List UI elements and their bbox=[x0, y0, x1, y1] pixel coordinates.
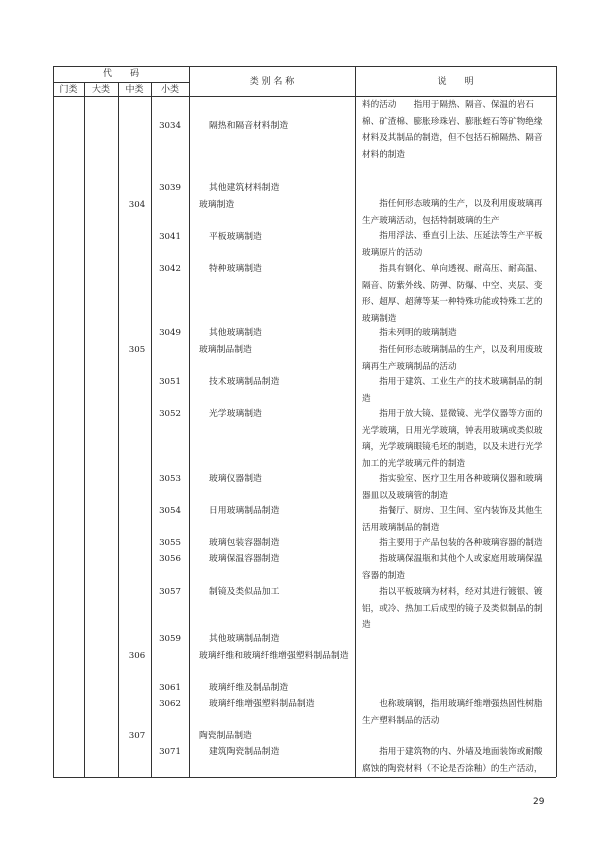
header-dalei: 大类 bbox=[91, 85, 110, 95]
desc-3042: 指具有钢化、单向透视、耐高压、耐高温、隔音、防紫外线、防弹、防爆、中空、夹层、变形、超厚、超薄等某一种特殊功能或特殊工艺的玻璃制造 bbox=[362, 264, 543, 324]
code-3051: 3051 bbox=[159, 377, 181, 387]
header-name: 类 别 名 称 bbox=[249, 77, 295, 87]
desc-3071: 指用于建筑物的内、外墙及地面装饰或耐酸腐蚀的陶瓷材料（不论是否涂釉）的生产活动， bbox=[362, 747, 543, 774]
header-desc: 说 明 bbox=[437, 77, 474, 87]
code-3061: 3061 bbox=[159, 683, 181, 693]
code-3034: 3034 bbox=[159, 121, 181, 131]
table-right-border bbox=[556, 66, 557, 777]
code-3054: 3054 bbox=[159, 506, 181, 516]
code-3057: 3057 bbox=[159, 587, 181, 597]
code-3049: 3049 bbox=[159, 328, 181, 338]
code-305: 305 bbox=[128, 345, 146, 355]
name-3049: 其他玻璃制造 bbox=[209, 328, 262, 338]
col-divider-1 bbox=[84, 82, 85, 777]
desc-3051: 指用于建筑、工业生产的技术玻璃制品的制造 bbox=[362, 377, 543, 404]
name-3059: 其他玻璃制品制造 bbox=[209, 634, 280, 644]
name-305: 玻璃制品制造 bbox=[199, 345, 252, 355]
header-menlei: 门类 bbox=[59, 85, 78, 95]
desc-3049: 指未列明的玻璃制造 bbox=[362, 328, 457, 338]
name-3056: 玻璃保温容器制造 bbox=[209, 554, 280, 564]
desc-304: 指任何形态玻璃的生产，以及利用废玻璃再生产玻璃活动，包括特制玻璃的生产 bbox=[362, 199, 543, 226]
name-3071: 建筑陶瓷制品制造 bbox=[209, 747, 280, 757]
name-3052: 光学玻璃制造 bbox=[209, 409, 262, 419]
header-sub-divider bbox=[53, 82, 189, 83]
code-3039: 3039 bbox=[159, 183, 181, 193]
code-3062: 3062 bbox=[159, 699, 181, 709]
col-divider-5 bbox=[355, 66, 356, 777]
desc-3041: 指用浮法、垂直引上法、压延法等生产平板玻璃原片的活动 bbox=[362, 231, 543, 258]
header-zhonglei: 中类 bbox=[125, 85, 144, 95]
name-306: 玻璃纤维和玻璃纤维增强塑料制品制造 bbox=[199, 651, 349, 661]
name-3054: 日用玻璃制品制造 bbox=[209, 506, 280, 516]
code-307: 307 bbox=[128, 731, 146, 741]
header-code-title: 代 码 bbox=[102, 69, 139, 79]
desc-3057: 指以平板玻璃为材料，经对其进行镀银、镀铝，或冷、热加工后成型的镜子及类似制品的制造 bbox=[362, 587, 543, 631]
code-306: 306 bbox=[128, 651, 146, 661]
table-top-border bbox=[53, 66, 556, 67]
code-3052: 3052 bbox=[159, 409, 181, 419]
code-3071: 3071 bbox=[159, 747, 181, 757]
col-divider-2 bbox=[118, 82, 119, 777]
name-3051: 技术玻璃制品制造 bbox=[209, 377, 280, 387]
col-divider-4 bbox=[189, 66, 190, 777]
name-3053: 玻璃仪器制造 bbox=[209, 474, 262, 484]
desc-3052: 指用于放大镜、显微镜、光学仪器等方面的光学玻璃，日用光学玻璃，钟表用玻璃或类似玻璃，光学玻璃眼镜毛坯的制造，以及未进行光学加工的光学玻璃元件的制造 bbox=[362, 409, 543, 469]
name-3061: 玻璃纤维及制品制造 bbox=[209, 683, 289, 693]
name-3041: 平板玻璃制造 bbox=[209, 232, 262, 242]
name-3055: 玻璃包装容器制造 bbox=[209, 538, 280, 548]
name-3034: 隔热和隔音材料制造 bbox=[209, 121, 289, 131]
desc-3055: 指主要用于产品包装的各种玻璃容器的制造 bbox=[362, 538, 543, 548]
name-3062: 玻璃纤维增强塑料制品制造 bbox=[209, 699, 315, 709]
name-307: 陶瓷制品制造 bbox=[199, 731, 252, 741]
name-3042: 特种玻璃制造 bbox=[209, 264, 262, 274]
desc-305: 指任何形态玻璃制品的生产，以及利用废玻璃再生产玻璃制品的活动 bbox=[362, 345, 543, 372]
desc-3056: 指玻璃保温瓶和其他个人或家庭用玻璃保温容器的制造 bbox=[362, 554, 543, 581]
table-left-border bbox=[53, 66, 54, 777]
code-3059: 3059 bbox=[159, 634, 181, 644]
code-3053: 3053 bbox=[159, 474, 181, 484]
desc-3054: 指餐厅、厨房、卫生间、室内装饰及其他生活用玻璃制品的制造 bbox=[362, 506, 543, 533]
code-3042: 3042 bbox=[159, 264, 181, 274]
name-304: 玻璃制造 bbox=[199, 200, 235, 210]
desc-3062: 也称玻璃钢，指用玻璃纤维增强热固性树脂生产塑料制品的活动 bbox=[362, 699, 543, 726]
header-xiaolei: 小类 bbox=[160, 85, 179, 95]
code-304: 304 bbox=[128, 200, 146, 210]
name-3039: 其他建筑材料制造 bbox=[209, 183, 280, 193]
code-3055: 3055 bbox=[159, 538, 181, 548]
desc-3034: 料的活动 指用于隔热、隔音、保温的岩石棉、矿渣棉、膨胀珍珠岩、膨胀蛭石等矿物绝缘材料及其制品的制造，但不包括石棉隔热、隔音材料的制造 bbox=[362, 100, 543, 160]
code-3056: 3056 bbox=[159, 554, 181, 564]
page-number: 29 bbox=[533, 797, 545, 807]
code-3041: 3041 bbox=[159, 232, 181, 242]
name-3057: 制镜及类似品加工 bbox=[209, 587, 280, 597]
desc-3053: 指实验室、医疗卫生用各种玻璃仪器和玻璃器皿以及玻璃管的制造 bbox=[362, 474, 543, 501]
